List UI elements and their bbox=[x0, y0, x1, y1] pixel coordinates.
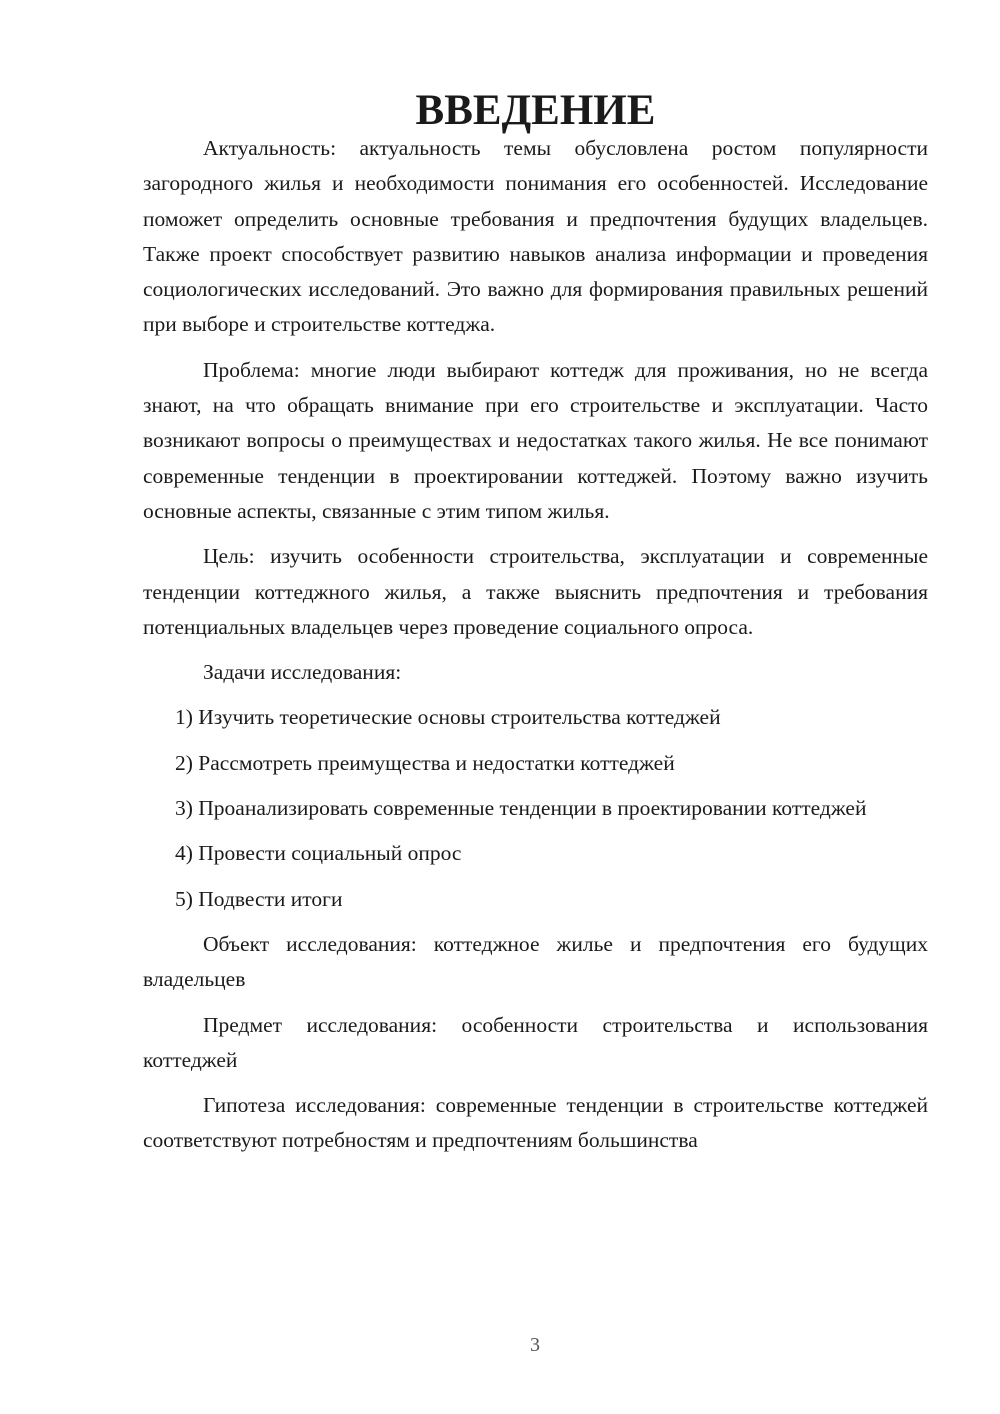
task-item: 1) Изучить теоретические основы строительства коттеджей bbox=[175, 705, 721, 730]
hypothesis-paragraph: Гипотеза исследования: современные тенденции в строительстве коттеджей соответствуют потребностям и предпочтениям большинства bbox=[143, 1093, 928, 1153]
object-paragraph: Объект исследования: коттеджное жилье и предпочтения его будущих владельцев bbox=[143, 931, 928, 992]
page-number: 3 bbox=[530, 1334, 540, 1356]
task-item: 3) Проанализировать современные тенденции в проектировании коттеджей bbox=[175, 796, 867, 821]
relevance-paragraph: Актуальность: актуальность темы обусловлена ростом популярности загородного жилья и необходимости понимания его особенностей. Исследование поможет определить основные требования и предпочтения будущих владельцев. Также проект способствует развитию навыков анализа информации и проведения социологических исследований. Это важно для формирования правильных решений при выборе и строительстве коттеджа. bbox=[143, 136, 928, 337]
goal-paragraph: Цель: изучить особенности строительства, эксплуатации и современные тенденции коттеджного жилья, а также выяснить предпочтения и требования потенциальных владельцев через проведение социального опроса. bbox=[143, 544, 928, 639]
task-item: 2) Рассмотреть преимущества и недостатки коттеджей bbox=[175, 750, 675, 775]
tasks-intro: Задачи исследования: bbox=[203, 660, 402, 685]
task-item: 4) Провести социальный опрос bbox=[175, 841, 462, 866]
subject-paragraph: Предмет исследования: особенности строительства и использования коттеджей bbox=[143, 1012, 928, 1072]
task-item: 5) Подвести итоги bbox=[175, 886, 343, 911]
document-page bbox=[143, 87, 928, 1159]
problem-paragraph: Проблема: многие люди выбирают коттедж для проживания, но не всегда знают, на что обращать внимание при его строительстве и эксплуатации. Часто возникают вопросы о преимуществах и недостатках такого жилья. Не все понимают современные тенденции в проектировании коттеджей. Поэтому важно изучить основные аспекты, связанные с этим типом жилья. bbox=[143, 357, 928, 523]
page-title: ВВЕДЕНИЕ bbox=[415, 87, 656, 134]
